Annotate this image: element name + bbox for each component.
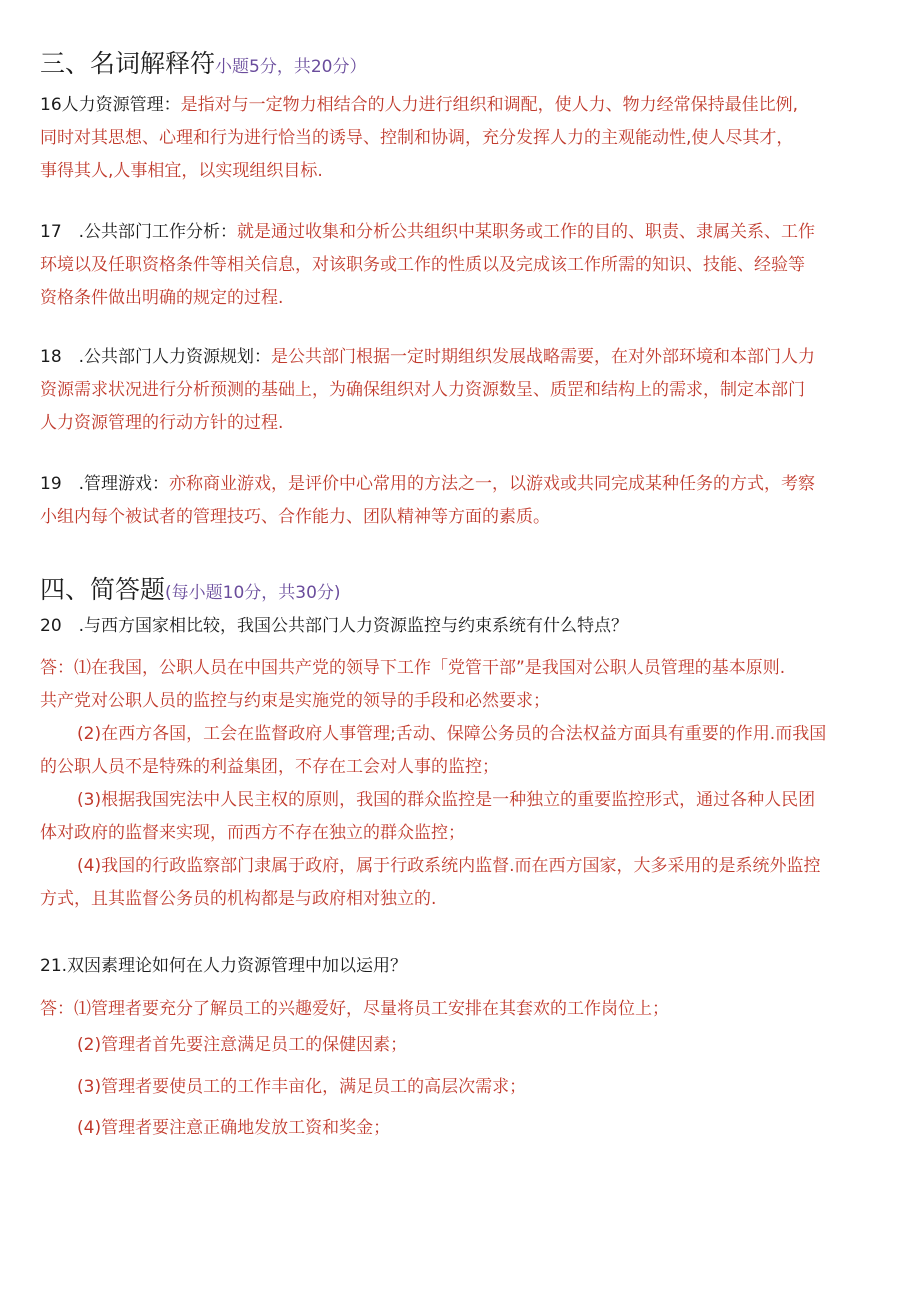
- q20-answer-line-3: (2)在西方各国，工会在监督政府人事管理;舌动、保障公务员的合法权益方面具有重要的作用.而我国: [77, 724, 827, 744]
- term-19-label: 19 .管理游戏：: [40, 474, 170, 494]
- section-4-heading: [40, 570, 341, 606]
- q20-answer-line-4: 的公职人员不是特殊的利益集团，不存在工会对人事的监控；: [40, 757, 499, 777]
- q20-answer-line-2: 共产党对公职人员的监控与约束是实施党的领导的手段和必然要求；: [40, 691, 550, 711]
- question-21: 21.双因素理论如何在人力资源管理中加以运用？: [40, 956, 408, 976]
- q20-answer-line-8: 方式，且其监督公务员的机构都是与政府相对独立的.: [40, 889, 437, 909]
- term-16-line-3: 事得其人,人事相宜，以实现组织目标.: [40, 161, 323, 181]
- q20-answer-line-5: (3)根据我国宪法中人民主权的原则，我国的群众监控是一种独立的重要监控形式，通过各种人民团: [77, 790, 816, 810]
- term-18-line-3: 人力资源管理的行动方针的过程.: [40, 413, 284, 433]
- q21-answer-line-4: (4)管理者要注意正确地发放工资和奖金；: [77, 1118, 391, 1138]
- section-3-heading: [40, 44, 366, 80]
- term-16-text: 是指对与一定物力相结合的人力进行组织和调配，使人力、物力经常保持最佳比例,: [180, 95, 799, 115]
- term-18-label: 18 .公共部门人力资源规划：: [40, 347, 272, 367]
- term-18-line-2: 资源需求状况进行分析预测的基础上，为确保组织对人力资源数呈、质罡和结构上的需求，制定本部门: [40, 380, 805, 400]
- q21-answer-line-1: 答：⑴管理者要充分了解员工的兴趣爱好，尽量将员工安排在其套欢的工作岗位上；: [40, 999, 669, 1019]
- q20-answer-line-1: 答：⑴在我国，公职人员在中国共产党的领导下工作「党管干部”是我国对公职人员管理的基本原则.: [40, 658, 786, 678]
- section-4-note: (每小题10分，共30分): [165, 583, 341, 603]
- term-18-text: 是公共部门根据一定时期组织发展战略需要，在对外部环境和本部门人力: [271, 347, 816, 367]
- term-17-label: 17 .公共部门工作分析：: [40, 222, 238, 242]
- q21-answer-line-2: (2)管理者首先要注意满足员工的保健因素；: [77, 1035, 408, 1055]
- section-4-title: 四、简答题: [40, 575, 166, 604]
- term-16-line-2: 同时对其思想、心理和行为进行恰当的诱导、控制和协调，充分发挥人力的主观能动性,使人尽其才，: [40, 128, 794, 148]
- question-20: 20 .与西方国家相比较，我国公共部门人力资源监控与约束系统有什么特点？: [40, 616, 629, 636]
- q20-answer-line-6: 体对政府的监督来实现，而西方不存在独立的群众监控；: [40, 823, 465, 843]
- term-16-line-1: [40, 93, 798, 117]
- term-17-line-1: [40, 220, 815, 244]
- term-17-line-2: 环境以及任职资格条件等相关信息，对该职务或工作的性质以及完成该工作所需的知识、技能、经验等: [40, 255, 805, 275]
- term-19-text: 亦称商业游戏，是评价中心常用的方法之一，以游戏或共同完成某种任务的方式，考察: [169, 474, 816, 494]
- term-18-line-1: [40, 345, 815, 369]
- term-19-line-1: [40, 472, 815, 496]
- section-3-title: 三、名词解释符: [40, 49, 216, 78]
- q21-answer-line-3: (3)管理者要使员工的工作丰亩化，满足员工的高层次需求；: [77, 1077, 527, 1097]
- term-19-line-2: 小组内每个被试者的管理技巧、合作能力、团队精神等方面的素质。: [40, 507, 550, 527]
- q20-answer-line-7: (4)我国的行政监察部门隶属于政府，属于行政系统内监督.而在西方国家，大多采用的是系统外监控: [77, 856, 821, 876]
- term-16-label: 16人力资源管理：: [40, 95, 181, 115]
- term-17-line-3: 资格条件做出明确的规定的过程.: [40, 288, 284, 308]
- section-3-note: 小题5分，共20分）: [215, 57, 367, 77]
- term-17-text: 就是通过收集和分析公共组织中某职务或工作的目的、职责、隶属关系、工作: [237, 222, 816, 242]
